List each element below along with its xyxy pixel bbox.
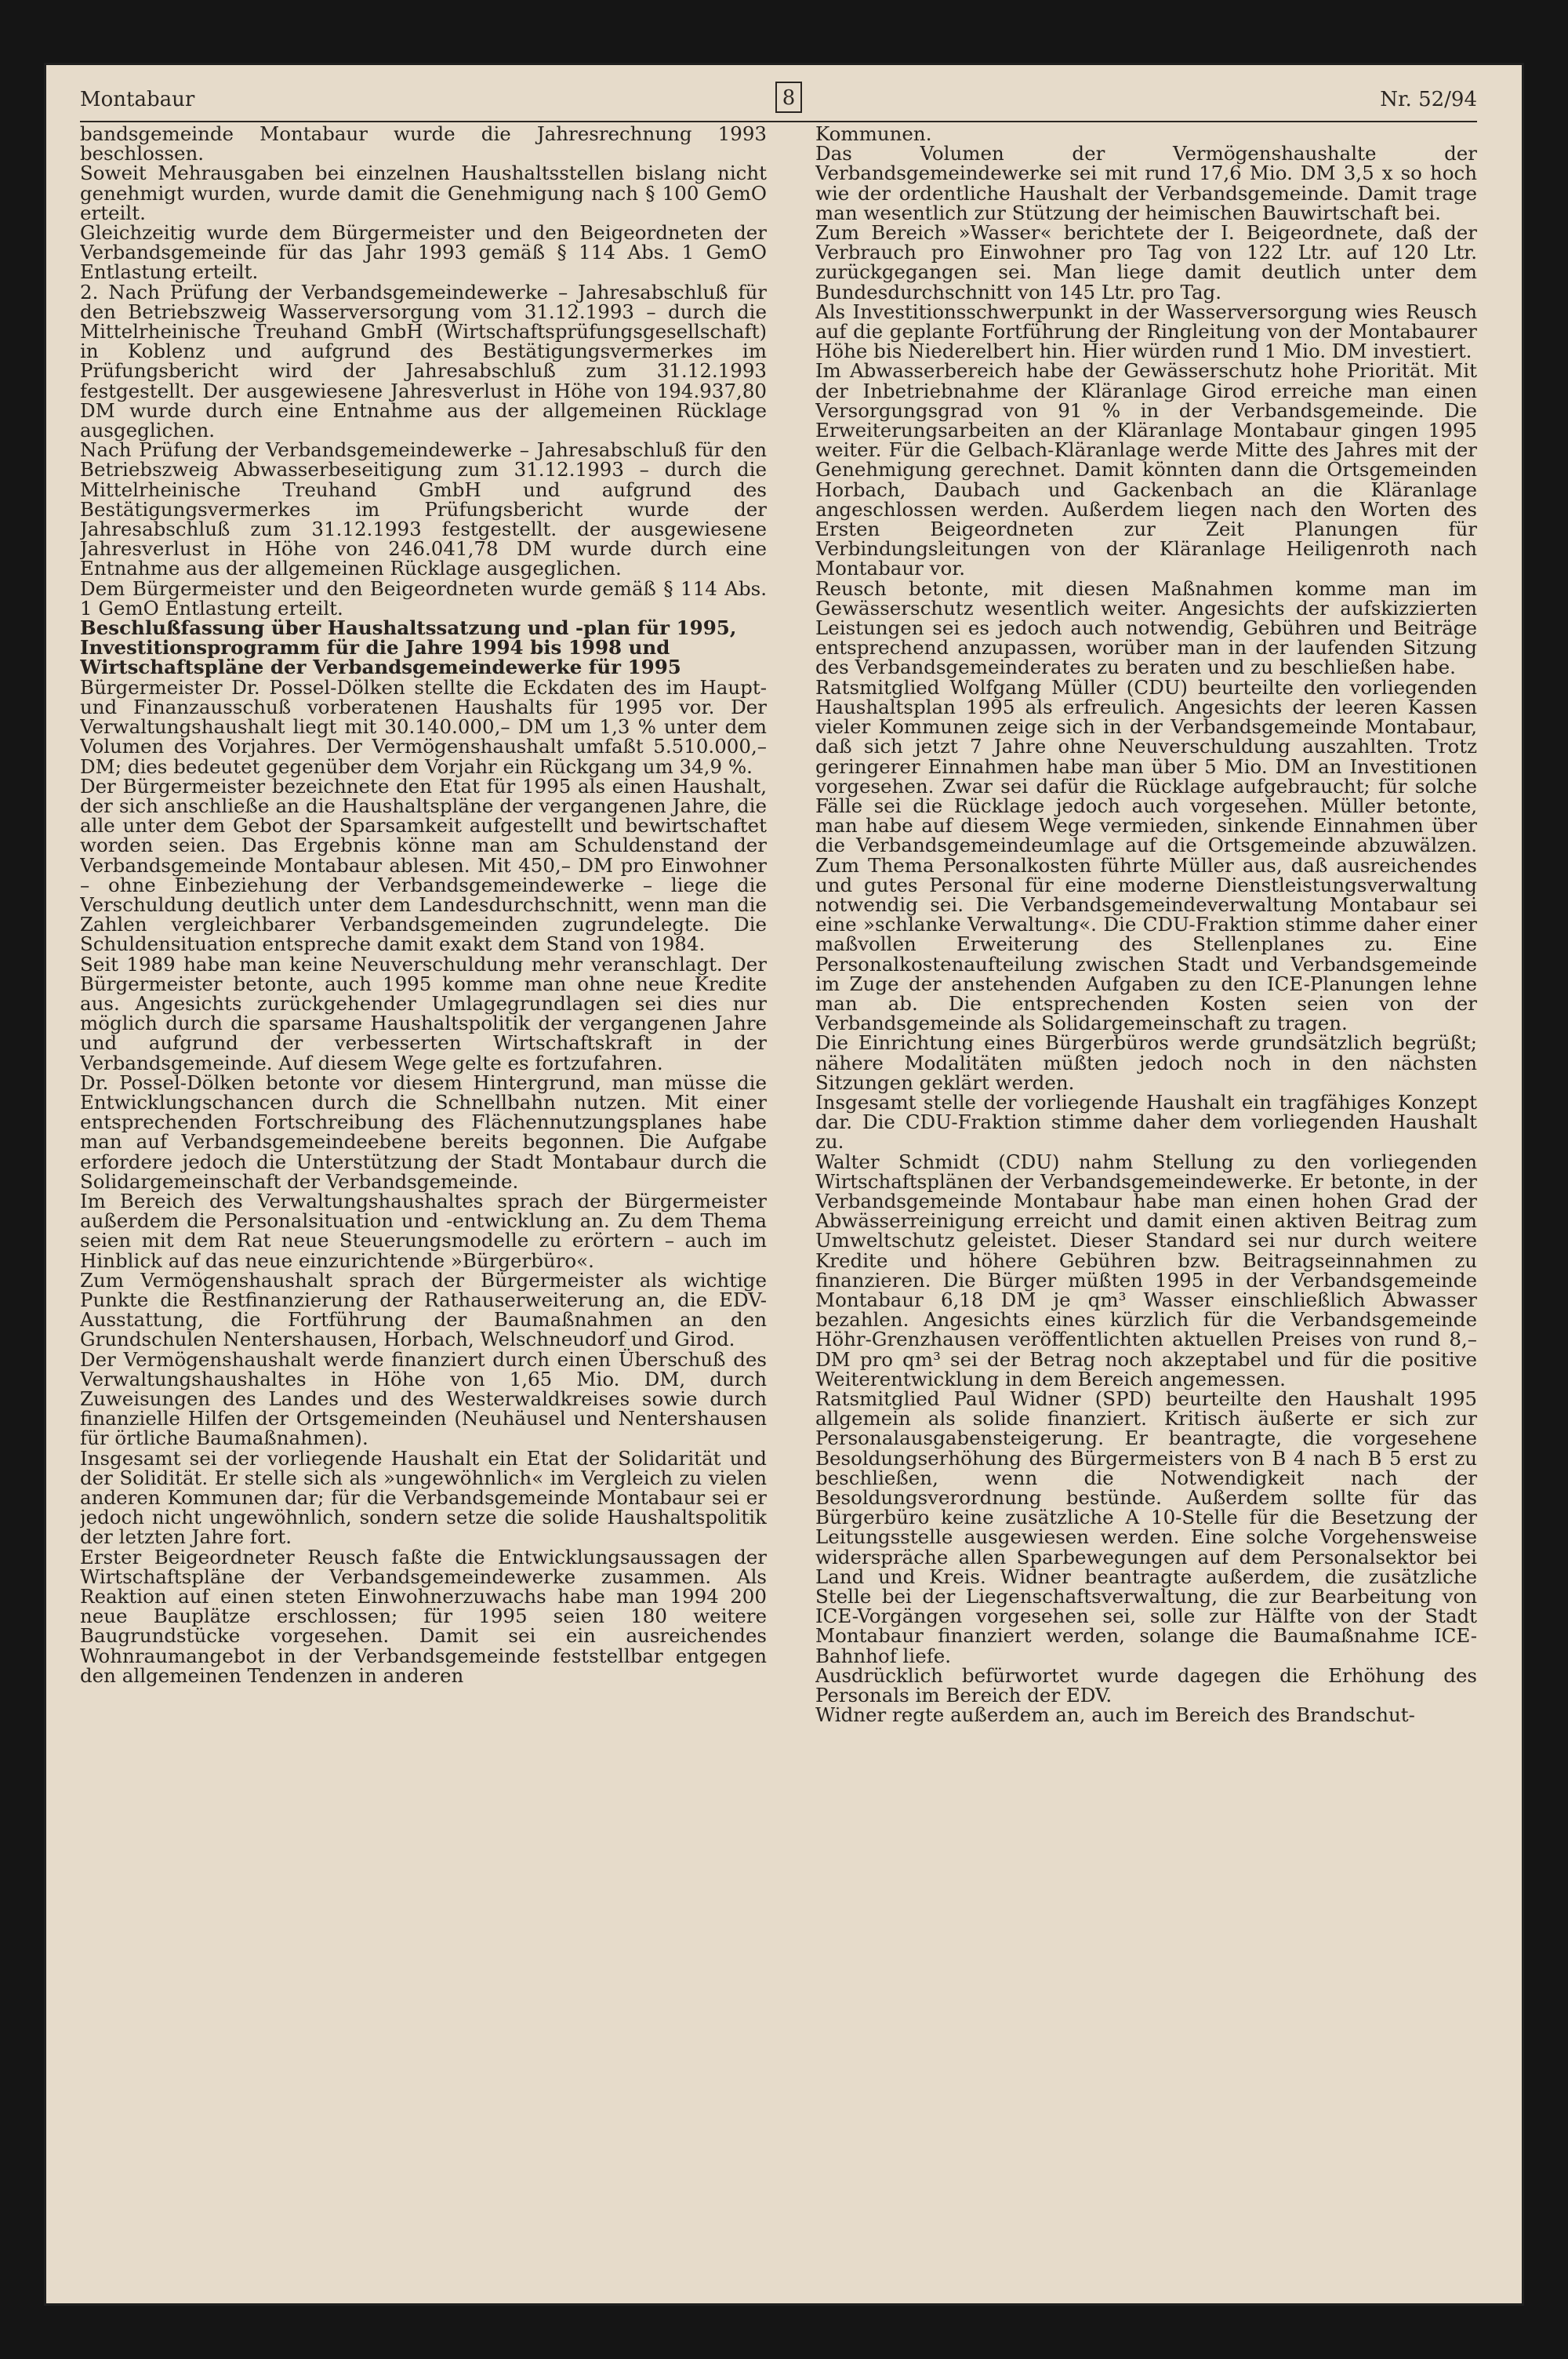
paragraph: 2. Nach Prüfung der Verbandsgemeindewerke – Jahresabschluß für den Betriebszweig Wasserversorgung vom 31.12.1993 – durch die Mittelrheinische Treuhand GmbH (Wirtschaftsprüfungsgesellschaft) in Koblenz und aufgrund des Bestätigungsvermerkes im Prüfungsbericht wird der Jahresabschluß zum 31.12.1993 festgestellt. Der ausgewiesene Jahresverlust in Höhe von 194.937,80 DM wurde durch eine Entnahme aus der allgemeinen Rücklage ausgeglichen. — [80, 280, 767, 442]
paragraph: bandsgemeinde Montabaur wurde die Jahresrechnung 1993 beschlossen. — [80, 124, 767, 165]
paragraph: Nach Prüfung der Verbandsgemeindewerke – Jahresabschluß für den Betriebszweig Abwasserbeseitigung zum 31.12.1993 – durch die Mittelrheinische Treuhand GmbH und aufgrund des Bestätigungsvermerkes im Prüfungsbericht wurde der Jahresabschluß zum 31.12.1993 festgestellt. der ausgewiesene Jahresverlust in Höhe von 246.041,78 DM wurde durch eine Entnahme aus der allgemeinen Rücklage ausgeglichen. — [80, 438, 767, 580]
paragraph: Walter Schmidt (CDU) nahm Stellung zu den vorliegenden Wirtschaftsplänen der Verbandsgemeindewerke. Er betonte, in der Verbandsgemeinde Montabaur habe man einen hohen Grad der Abwässerreinigung erreicht und damit einen aktiven Beitrag zum Umweltschutz geleistet. Dieser Standard sei nur durch weitere Kredite und höhere Gebühren bzw. Beitragseinnahmen zu finanzieren. Die Bürger müßten 1995 in der Verbandsgemeinde Montabaur 6,18 DM je qm³ Wasser einschließlich Abwasser bezahlen. Angesichts eines kürzlich für die Verbandsgemeinde Höhr-Grenzhausen veröffentlichten aktuellen Preises von rund 8,– DM pro qm³ sei der Betrag noch akzeptabel und für die positive Weiterentwicklung in dem Bereich angemessen. — [815, 1150, 1477, 1390]
paragraph: Das Volumen der Vermögenshaushalte der Verbandsgemeindewerke sei mit rund 17,6 Mio. DM 3,5 x so hoch wie der ordentliche Haushalt der Verbandsgemeinde. Damit trage man wesentlich zur Stützung der heimischen Bauwirtschaft bei. — [815, 142, 1477, 224]
paragraph: Zum Bereich »Wasser« berichtete der I. Beigeordnete, daß der Verbrauch pro Einwohner pro Tag von 122 Ltr. auf 120 Ltr. zurückgegangen sei. Man liege damit deutlich unter dem Bundesdurchschnitt von 145 Ltr. pro Tag. — [815, 221, 1477, 304]
page-header — [80, 86, 1477, 118]
section-heading: Beschlußfassung über Haushaltssatzung und -plan für 1995, Investitionsprogramm für die Jahre 1994 bis 1998 und Wirtschaftspläne der Verbandsgemeindewerke für 1995 — [80, 616, 737, 679]
paragraph: Kommunen. — [815, 124, 932, 145]
paragraph: Ausdrücklich befürwortet wurde dagegen die Erhöhung des Personals im Bereich der EDV. — [815, 1663, 1477, 1707]
header-page-number: 8 — [775, 82, 802, 113]
paragraph: Als Investitionsschwerpunkt in der Wasserversorgung wies Reusch auf die geplante Fortführung der Ringleitung von der Montabaurer Höhe bis Niederelbert hin. Hier würden rund 1 Mio. DM investiert. — [815, 300, 1477, 363]
paragraph: Insgesamt stelle der vorliegende Haushalt ein tragfähiges Konzept dar. Die CDU-Fraktion stimme daher dem vorliegenden Haushalt zu. — [815, 1090, 1477, 1154]
paragraph: Seit 1989 habe man keine Neuverschuldung mehr veranschlagt. Der Bürgermeister betonte, auch 1995 komme man ohne neue Kredite aus. Angesichts zurückgehender Umlagegrundlagen sei dies nur möglich durch die sparsame Haushaltspolitik der vergangenen Jahre und aufgrund der verbesserten Wirtschaftskraft in der Verbandsgemeinde. Auf diesem Wege gelte es fortzufahren. — [80, 952, 767, 1074]
paragraph: Der Bürgermeister bezeichnete den Etat für 1995 als einen Haushalt, der sich anschließe an die Haushaltspläne der vergangenen Jahre, die alle unter dem Gebot der Sparsamkeit aufgestellt und bewirtschaftet worden seien. Das Ergebnis könne man am Schuldenstand der Verbandsgemeinde Montabaur ablesen. Mit 450,– DM pro Einwohner – ohne Einbeziehung der Verbandsgemeindewerke – liege die Verschuldung deutlich unter dem Landesdurchschnitt, wenn man die Zahlen vergleichbarer Verbandsgemeinden zugrundelegte. Die Schuldensituation entspreche damit exakt dem Stand von 1984. — [80, 774, 767, 956]
paragraph: Die Einrichtung eines Bürgerbüros werde grundsätzlich begrüßt; nähere Modalitäten müßten jedoch noch in den nächsten Sitzungen geklärt werden. — [815, 1031, 1477, 1094]
paragraph: Ratsmitglied Paul Widner (SPD) beurteilte den Haushalt 1995 allgemein als solide finanziert. Kritisch äußerte er sich zur Personalausgabensteigerung. Er beantragte, die vorgesehene Besoldungserhöhung des Bürgermeisters von B 4 nach B 5 erst zu beschließen, wenn die Notwendigkeit nach der Besoldungsverordnung bestünde. Außerdem sollte für das Bürgerbüro keine zusätzliche A 10-Stelle für die Besetzung der Leitungsstelle ausgewiesen werden. Eine solche Vorgehensweise widerspräche allen Sparbewegungen auf dem Personalsektor bei Land und Kreis. Widner beantragte außerdem, die zusätzliche Stelle bei der Liegenschaftsverwaltung, die zur Bearbeitung von ICE-Vorgängen vorgesehen sei, solle zur Hälfte von der Stadt Montabaur finanziert werden, solange die Baumaßnahme ICE-Bahnhof liefe. — [815, 1387, 1477, 1667]
header-town: Montabaur — [80, 88, 195, 111]
paragraph: Insgesamt sei der vorliegende Haushalt ein Etat der Solidarität und der Solidität. Er stelle sich als »ungewöhnlich« im Vergleich zu vielen anderen Kommunen dar; für die Verbandsgemeinde Montabaur sei er jedoch nicht ungewöhnlich, sondern setze die solide Haushaltspolitik der letzten Jahre fort. — [80, 1446, 767, 1549]
header-rule — [80, 121, 1477, 122]
right-column — [815, 124, 1477, 2186]
paragraph: Im Abwasserbereich habe der Gewässerschutz hohe Priorität. Mit der Inbetriebnahme der Kläranlage Girod erreiche man einen Versorgungsgrad von 91 % in der Verbandsgemeinde. Die Erweiterungsarbeiten an der Kläranlage Montabaur gingen 1995 weiter. Für die Gelbach-Kläranlage werde Mitte des Jahres mit der Genehmigung gerechnet. Damit könnten dann die Ortsgemeinden Horbach, Daubach und Gackenbach an die Kläranlage angeschlossen werden. Außerdem liegen nach den Worten des Ersten Beigeordneten zur Zeit Planungen für Verbindungsleitungen von der Kläranlage Heiligenroth nach Montabaur vor. — [815, 359, 1477, 580]
paragraph: Ratsmitglied Wolfgang Müller (CDU) beurteilte den vorliegenden Haushaltsplan 1995 als erfreulich. Angesichts der leeren Kassen vieler Kommunen zeige sich in der Verbandsgemeinde Montabaur, daß sich jetzt 7 Jahre ohne Neuverschuldung auszahlten. Trotz geringerer Einnahmen habe man über 5 Mio. DM an Investitionen vorgesehen. Zwar sei dafür die Rücklage aufgebraucht; für solche Fälle sei die Rücklage jedoch auch vorgesehen. Müller betonte, man habe auf diesem Wege vermieden, sinkende Einnahmen über die Verbandsgemeindeumlage auf die Ortsgemeinde abzuwälzen. Zum Thema Personalkosten führte Müller aus, daß ausreichendes und gutes Personal für eine moderne Dienstleistungsverwaltung notwendig sei. Die Verbandsgemeindeverwaltung Montabaur sei eine »schlanke Verwaltung«. Die CDU-Fraktion stimme daher einer maßvollen Erweiterung des Stellenplanes zu. Eine Personalkostenaufteilung zwischen Stadt und Verbandsgemeinde im Zuge der anstehenden Aufgaben zu den ICE-Planungen lehne man ab. Die entsprechenden Kosten seien von der Verbandsgemeinde als Solidargemeinschaft zu tragen. — [815, 675, 1477, 1035]
left-column — [80, 124, 767, 2186]
header-issue-number: Nr. 52/94 — [1380, 88, 1477, 111]
paragraph: Bürgermeister Dr. Possel-Dölken stellte die Eckdaten des im Haupt- und Finanzausschuß vorberatenen Haushalts für 1995 vor. Der Verwaltungshaushalt liegt mit 30.140.000,– DM um 1,3 % unter dem Volumen des Vorjahres. Der Vermögenshaushalt umfaßt 5.510.000,– DM; dies bedeutet gegenüber dem Vorjahr ein Rückgang um 34,9 %. — [80, 675, 767, 778]
paragraph: Dem Bürgermeister und den Beigeordneten wurde gemäß § 114 Abs. 1 GemO Entlastung erteilt. — [80, 576, 767, 620]
paragraph: Gleichzeitig wurde dem Bürgermeister und den Beigeordneten der Verbandsgemeinde für das Jahr 1993 gemäß § 114 Abs. 1 GemO Entlastung erteilt. — [80, 221, 767, 284]
paragraph: Erster Beigeordneter Reusch faßte die Entwicklungsaussagen der Wirtschaftspläne der Verbandsgemeindewerke zusammen. Als Reaktion auf einen steten Einwohnerzuwachs habe man 1994 200 neue Bauplätze erschlossen; für 1995 seien 180 weitere Baugrundstücke vorgesehen. Damit sei ein ausreichendes Wohnraumangebot in der Verbandsgemeinde feststellbar entgegen den allgemeinen Tendenzen in anderen — [80, 1545, 767, 1687]
paragraph: Der Vermögenshaushalt werde finanziert durch einen Überschuß des Verwaltungshaushaltes in Höhe von 1,65 Mio. DM, durch Zuweisungen des Landes und des Westerwaldkreises sowie durch finanzielle Hilfen der Ortsgemeinden (Neuhäusel und Nentershausen für örtliche Baumaßnahmen). — [80, 1347, 767, 1450]
paragraph: Widner regte außerdem an, auch im Bereich des Brandschut- — [815, 1703, 1415, 1727]
paragraph: Dr. Possel-Dölken betonte vor diesem Hintergrund, man müsse die Entwicklungschancen durch die Schnellbahn nutzen. Mit einer entsprechenden Fortschreibung des Flächennutzungsplanes habe man auf Verbandsgemeindeebene bereits begonnen. Die Aufgabe erfordere jedoch die Unterstützung der Stadt Montabaur durch die Solidargemeinschaft der Verbandsgemeinde. — [80, 1070, 767, 1193]
paragraph: Im Bereich des Verwaltungshaushaltes sprach der Bürgermeister außerdem die Personalsituation und -entwicklung an. Zu dem Thema seien mit dem Rat neue Steuerungsmodelle zu erörtern – auch im Hinblick auf das neue einzurichtende »Bürgerbüro«. — [80, 1189, 767, 1272]
paragraph: Soweit Mehrausgaben bei einzelnen Haushaltsstellen bislang nicht genehmigt wurden, wurde damit die Genehmigung nach § 100 GemO erteilt. — [80, 162, 767, 224]
paragraph: Reusch betonte, mit diesen Maßnahmen komme man im Gewässerschutz wesentlich weiter. Angesichts der aufskizzierten Leistungen sei es jedoch auch notwendig, Gebühren und Beiträge entsprechend anzupassen, worüber man in der laufenden Sitzung des Verbandsgemeinderates zu beraten und zu beschließen habe. — [815, 576, 1477, 679]
paragraph: Zum Vermögenshaushalt sprach der Bürgermeister als wichtige Punkte die Restfinanzierung der Rathauserweiterung an, die EDV-Ausstattung, die Fortführung der Baumaßnahmen an den Grundschulen Nentershausen, Horbach, Welschneudorf und Girod. — [80, 1268, 767, 1351]
